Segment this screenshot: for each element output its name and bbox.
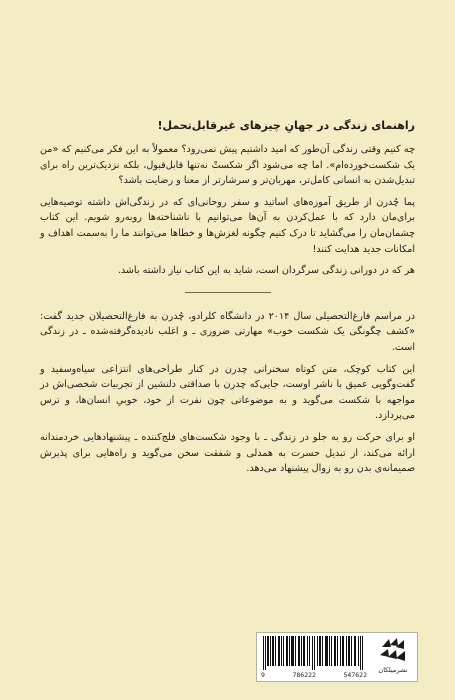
publisher-emblem-icon — [378, 637, 408, 665]
barcode-panel — [256, 632, 418, 682]
paragraph-teachings: پما چُدرن از طریق آموزه‌های اساتید و سفر روحانی‌ای که در زندگی‌اش داشته توصیه‌هایی برای‌مان دارد که با عمل‌کردن به آن‌ها می‌توانیم با ناشناخته‌ها روبه‌رو شویم. این کتاب چشمان‌مان را می‌گشاید تا درک کنیم چگونه لغزش‌ها و خطاها می‌توانند ما را به‌سمت اهداف و امکانات جدید هدایت کنند! — [40, 196, 415, 255]
isbn-group-2: 547622 — [343, 671, 367, 679]
paragraph-closing: هر که در دورانی زندگی سرگردان است، شاید به این کتاب نیاز داشته باشد. — [117, 265, 415, 277]
blurb-title: راهنمای زندگی در جهانِ چیزهای غیرقابل‌تحمل! — [157, 119, 415, 132]
isbn-prefix: 9 — [261, 671, 265, 679]
blurb — [40, 118, 415, 483]
paragraph-advice: او برای حرکت رو به جلو در زندگی ـ با وجود شکست‌های فلج‌کننده ـ پیشنهادهایی خردمندانه ارائه می‌کند، از تبدیل حسرت به همدلی و شفقت سخن می‌گوید و راه‌هایی برای پذیرش صمیمانه‌ی بدن رو به زوال پیشنهاد می‌دهد. — [40, 431, 415, 475]
paragraph-graduation: در مراسم فارغ‌التحصیلی سال ۲۰۱۴ در دانشگاه کلرادو، چُدرن به فارغ‌التحصیلان جدید گفت: «کشف چگونگی یک شکست خوب» مهارتی ضروری ـ و اغلب نادیده‌گرفته‌شده ـ در زندگی است. — [40, 310, 415, 353]
paragraph-intro: چه کنیم وقتی زندگی آن‌طور که امید داشتیم پیش نمی‌رود؟ معمولاً به این فکر می‌کنیم که «من یک شکست‌خورده‌ام». اما چه می‌شود اگر شکستْ نه‌تنها قابل‌قبول، بلکه نزدیک‌ترین راه برای تبدیل‌شدن به انسانی کامل‌تر، مهربان‌تر و سرشارتر از معنا و رضایت باشد؟ — [40, 144, 415, 187]
publisher-name: نشرمیلکان — [378, 666, 408, 674]
publisher-logo — [374, 637, 412, 677]
paragraph-book-description: این کتاب کوچک، متن کوتاه سخنرانی چدرن در کنار طراحی‌های انتزاعی سیاه‌وسفید و گفت‌وگویی عمیق با ناشر اوست، جایی‌که چدرن با صداقتی دلنشین از تجربیات شخصی‌اش در مواجهه با شکست می‌گوید و به موضوعاتی چون نفرت از خود، خوبیِ انسان‌ها، و ترس می‌پردازد. — [40, 363, 415, 422]
isbn-number — [261, 670, 367, 680]
divider — [185, 292, 271, 293]
isbn-group-1: 786222 — [292, 671, 316, 679]
barcode — [261, 636, 367, 672]
